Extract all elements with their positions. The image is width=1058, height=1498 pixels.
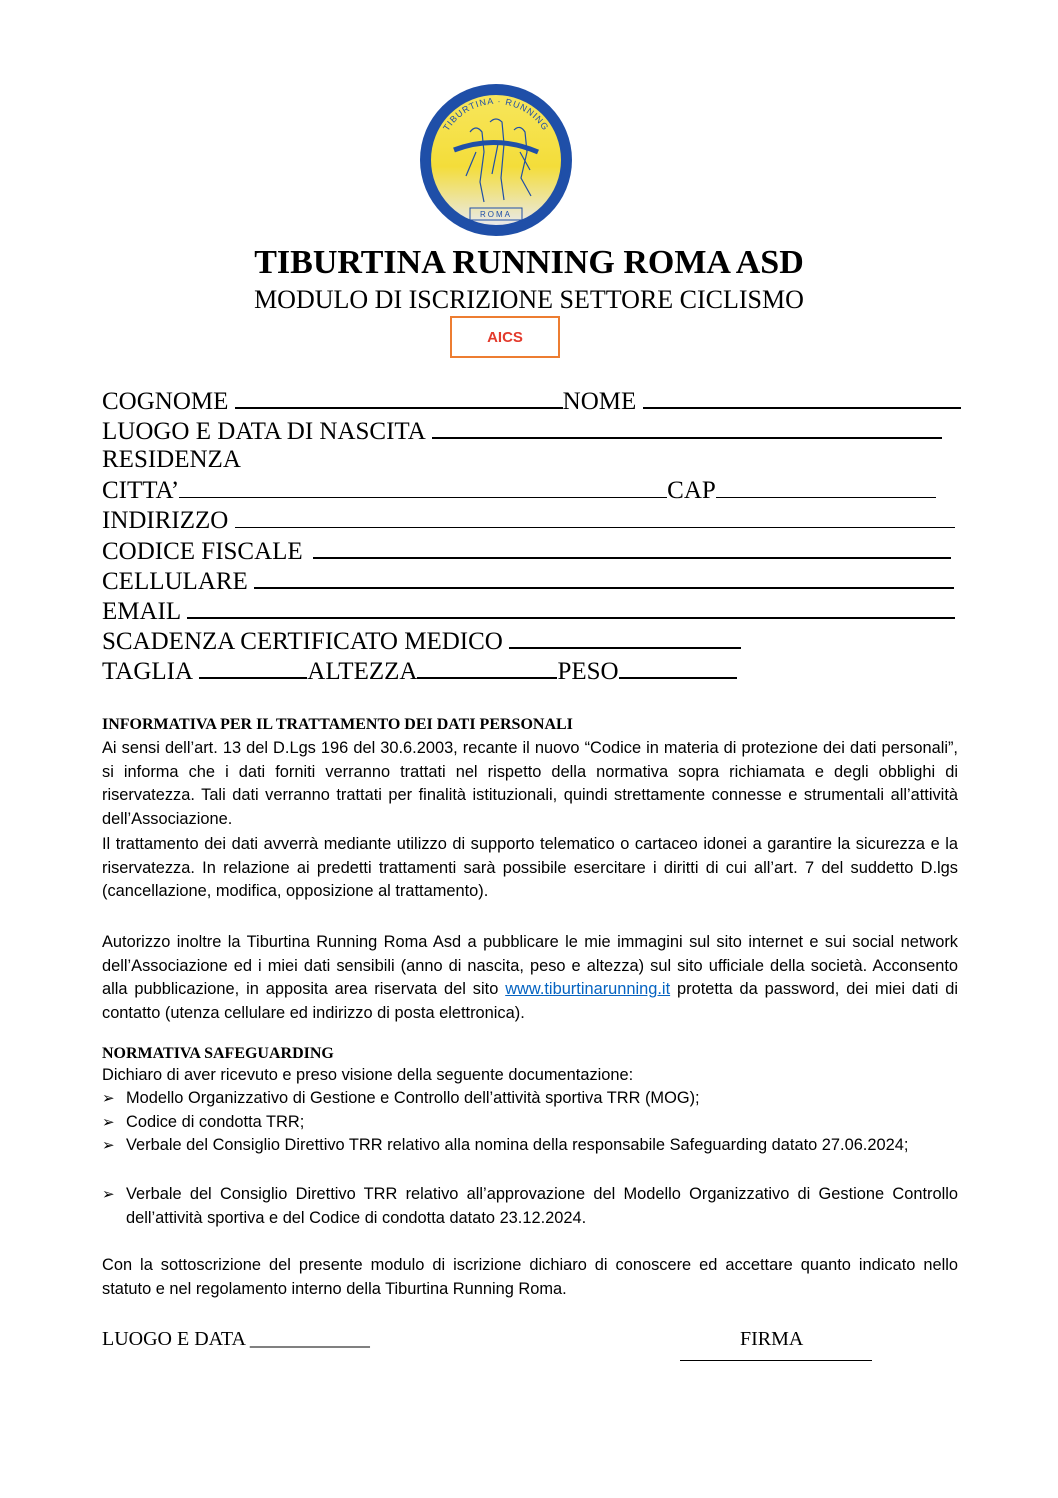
cognome-field[interactable] [235,385,563,409]
nome-label: NOME [562,388,637,415]
privacy-paragraph-3 [102,931,958,1025]
arrow-bullet-icon: ➢ [102,1090,115,1107]
cap-label: CAP [667,477,716,504]
svg-text:TIBURTINA · RUNNING: TIBURTINA · RUNNING [441,95,551,133]
cap-field[interactable] [716,475,936,498]
firma-label: FIRMA [740,1328,804,1350]
luogo-data-nascita-label: LUOGO E DATA DI NASCITA [102,418,426,445]
list-item-text: Codice di condotta TRR; [126,1113,305,1131]
residenza-label: RESIDENZA [102,446,241,473]
form-row-taglia-altezza-peso [102,655,737,687]
nome-field[interactable] [643,385,961,409]
closing-paragraph: Con la sottoscrizione del presente modulo di iscrizione dichiaro di conoscere ed accettare quanto indicato nello statuto e nel regolamento interno della Tiburtina Running Roma. [102,1256,958,1298]
form-row-cognome-nome [102,385,961,417]
scadenza-label: SCADENZA CERTIFICATO MEDICO [102,628,503,655]
altezza-label: ALTEZZA [307,658,418,685]
indirizzo-label: INDIRIZZO [102,507,229,534]
form-row-email [102,595,955,627]
list-item [102,1111,958,1135]
document-title: TIBURTINA RUNNING ROMA ASD [254,244,804,281]
luogo-data-nascita-field[interactable] [432,415,942,439]
scadenza-field[interactable] [509,625,741,649]
cognome-label: COGNOME [102,388,229,415]
form-row-nascita [102,415,942,447]
list-item-text: Verbale del Consiglio Direttivo TRR relativo all’approvazione del Modello Organizzativo di Gestione Controllo dell’attività sportiva e del Codice di condotta datato 23.12.2024. [126,1185,958,1227]
codice-fiscale-field[interactable] [313,535,951,559]
list-item [102,1183,958,1230]
arrow-bullet-icon: ➢ [102,1114,115,1131]
arrow-bullet-icon: ➢ [102,1186,115,1203]
form-row-codice-fiscale [102,535,951,567]
safeguarding-intro: Dichiaro di aver ricevuto e preso visione della seguente documentazione: [102,1066,634,1084]
privacy-paragraph-2: Il trattamento dei dati avverrà mediante utilizzo di supporto telematico o cartaceo idonei a garantire la sicurezza e la riservatezza. In relazione ai predetti trattamenti sarà possibile esercitare i diritti di cui all’art. 7 del suddetto D.lgs (cancellazione, modifica, opposizione al trattamento). [102,835,958,900]
cellulare-label: CELLULARE [102,568,248,595]
privacy-p3-text-end: protetta da password, dei miei dati di contatto (utenza cellulare ed indirizzo di posta elettronica). [102,980,959,1022]
privacy-heading: INFORMATIVA PER IL TRATTAMENTO DEI DATI PERSONALI [102,716,573,733]
safeguarding-heading: NORMATIVA SAFEGUARDING [102,1045,334,1062]
altezza-field[interactable] [417,655,557,679]
taglia-field[interactable] [199,655,307,679]
email-field[interactable] [187,595,955,619]
peso-field[interactable] [619,655,737,679]
svg-text:ROMA: ROMA [480,210,512,219]
cellulare-field[interactable] [254,565,954,589]
list-item-text: Verbale del Consiglio Direttivo TRR relativo alla nomina della responsabile Safeguarding datato 27.06.2024; [126,1136,909,1154]
list-item [102,1134,958,1158]
signature-field[interactable] [680,1360,872,1361]
email-label: EMAIL [102,598,182,625]
citta-label: CITTA’ [102,477,180,504]
form-row-citta-cap [102,475,936,506]
privacy-paragraph-1: Ai sensi dell’art. 13 del D.Lgs 196 del 30.6.2003, recante il nuovo “Codice in materia di protezione dei dati personali”, si informa che i dati forniti verranno trattati nel rispetto della normativa sopra richiamata e degli obblighi di riservatezza. Tali dati verranno trattati per finalità istituzionali, quindi strettamente connesse e strumentali all’attività dell’Associazione. [102,739,958,828]
aics-badge [450,316,560,358]
club-logo [418,82,574,238]
taglia-label: TAGLIA [102,658,194,685]
citta-field[interactable] [179,475,667,498]
luogo-data-field[interactable]: ____________ [249,1328,370,1350]
luogo-data-footer [102,1328,370,1351]
list-item [102,1087,958,1111]
document-subtitle: MODULO DI ISCRIZIONE SETTORE CICLISMO [254,285,804,314]
peso-label: PESO [557,658,619,685]
form-row-scadenza [102,625,741,657]
website-link[interactable]: www.tiburtinarunning.it [505,980,671,998]
privacy-p3-text: Autorizzo inoltre la Tiburtina Running Roma Asd a pubblicare le mie immagini sul sito internet e sui social network dell’Associazione ed i miei dati sensibili (anno di nascita, peso e altezza) sul sito ufficiale della società. Acconsento alla pubblicazione, in apposita area riservata del sito [102,933,958,998]
form-row-indirizzo [102,505,955,536]
form-row-cellulare [102,565,954,597]
arrow-bullet-icon: ➢ [102,1137,115,1154]
codice-fiscale-label: CODICE FISCALE [102,538,303,565]
aics-badge-label: AICS [487,328,523,346]
luogo-data-label: LUOGO E DATA [102,1328,245,1350]
list-item-text: Modello Organizzativo di Gestione e Controllo dell’attività sportiva TRR (MOG); [126,1089,700,1107]
indirizzo-field[interactable] [235,505,955,528]
